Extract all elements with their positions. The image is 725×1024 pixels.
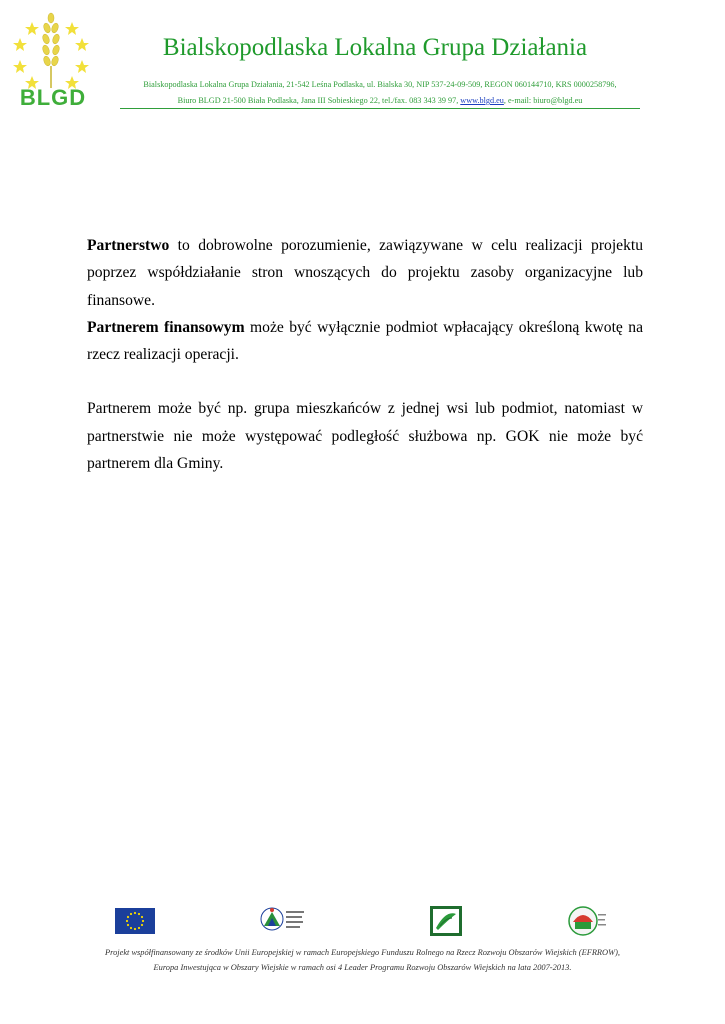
term-partner-finansowy: Partnerem finansowym (87, 318, 245, 336)
leader-logo-icon (430, 906, 462, 936)
website-link[interactable]: www.blgd.eu (460, 96, 504, 105)
document-body (87, 232, 643, 477)
paragraph-spacer (87, 368, 643, 395)
organization-title: Bialskopodlaska Lokalna Grupa Działania (162, 34, 588, 61)
footer-funding-line-2: Europa Inwestująca w Obszary Wiejskie w ramach osi 4 Leader Programu Rozwoju Obszarów Wiejskich na lata 2007-2013. (153, 963, 572, 972)
eu-flag-icon (115, 908, 155, 934)
address-line-2 (100, 95, 660, 106)
address-line-2-prefix: Biuro BLGD 21-500 Biała Podlaska, Jana III Sobieskiego 22, tel./fax. 083 343 39 97, (177, 96, 461, 105)
blgd-round-logo-icon (567, 904, 607, 938)
paragraph-partnerstwo (87, 232, 643, 314)
footer-logos (0, 900, 725, 940)
definition-partnerstwo: to dobrowolne porozumienie, zawiązywane w celu realizacji projektu poprzez współdziałanie stron wnoszących do projektu zasoby organizacyjne lub finansowe. (87, 237, 643, 309)
prow-logo-icon (258, 902, 308, 938)
header-divider (120, 108, 640, 109)
footer-funding-line-1: Projekt współfinansowany ze środków Unii Europejskiej w ramach Europejskiego Funduszu Rolnego na Rzecz Rozwoju Obszarów Wiejskich (EFRROW), (105, 948, 620, 957)
definition-partner-finansowy: może być wyłącznie podmiot wpłacający określoną kwotę na rzecz realizacji operacji. (87, 318, 643, 364)
address-line-1: Bialskopodlaska Lokalna Grupa Działania, 21-542 Leśna Podlaska, ul. Bialska 30, NIP 537-24-09-509, REGON 060144710, KRS 0000258796, (143, 80, 617, 89)
paragraph-partner-finansowy (87, 314, 643, 369)
address-line-2-suffix: , e-mail: biuro@blgd.eu (503, 96, 583, 105)
blgd-logo-text: BLGD (19, 85, 87, 110)
paragraph-partner-example: Partnerem może być np. grupa mieszkańców z jednej wsi lub podmiot, natomiast w partnerstwie nie może występować podległość służbowa np. GOK nie może być partnerem dla Gminy. (87, 400, 643, 473)
term-partnerstwo: Partnerstwo (87, 237, 170, 254)
